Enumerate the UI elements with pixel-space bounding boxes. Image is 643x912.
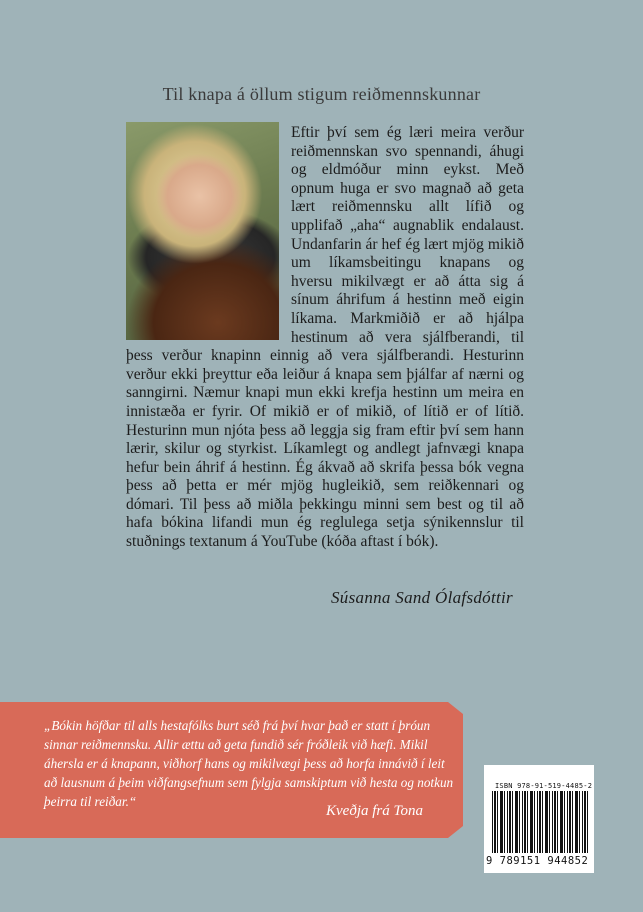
barcode-number: 9 789151 944852 [486,855,589,867]
barcode-icon [492,791,588,853]
subtitle: Til knapa á öllum stigum reiðmennskunnar [162,84,481,104]
description-text-block [126,124,524,552]
isbn-label: ISBN 978-91-519-4485-2 [495,782,593,790]
photo-spacer [126,124,291,346]
author-signature: Súsanna Sand Ólafsdóttir [331,588,513,607]
quote-text: „Bókin höfðar til alls hestafólks burt séð frá því hvar það er statt í þróun sinnar reiðmennsku. Allir ættu að geta fundið sér fróðleik við hæfi. Mikil áhersla er á knapann, viðhorf hans og mikilvægi þess að horfa innávið í leit að lausnum á þeim viðfangsefnum sem fylgja samskiptum við hesta og notkun þeirra til reiðar.“ [44,718,454,809]
description-text: Eftir því sem ég læri meira verður reiðmennskan svo spennandi, áhugi og eldmóður minn eykst. Með opnum huga er svo magnað að geta lært reiðmennsku allt lífið og upplifað „aha“ augnablik endalaust. Undanfarin ár hef ég lært mjög mikið um líkamsbeitingu knapans og hversu mikilvægt er að átta sig á sínum áhrifum á hestinn með eigin líkama. Markmiðið er að hjálpa hestinum að vera sjálfberandi, til þess verður knapinn einnig að vera sjálfberandi. Hesturinn verður ekki þreyttur eða leiður á knapa sem þjálfar af nærni og sanngirni. Næmur knapi mun ekki krefja hestinn um meira en innistæða er fyrir. Of mikið er of mikið, of lítið er of lítið. Hesturinn mun njóta þess að leggja sig fram eftir því sem hann lærir, skilur og styrkist. Líkamlegt og andlegt jafnvægi knapa hefur bein áhrif á hestinn. Ég ákvað að skrifa þessa bók vegna þess að þetta er mér mjög hugleikið, sem reiðkennari og dómari. Til þess að miðla þekkingu minni sem best og til að hafa bókina lifandi mun ég reglulega setja sýnikennslur til stuðnings textanum á YouTube (kóða aftast í bók). [126,124,524,551]
quote-signature: Kveðja frá Tona [326,803,423,819]
